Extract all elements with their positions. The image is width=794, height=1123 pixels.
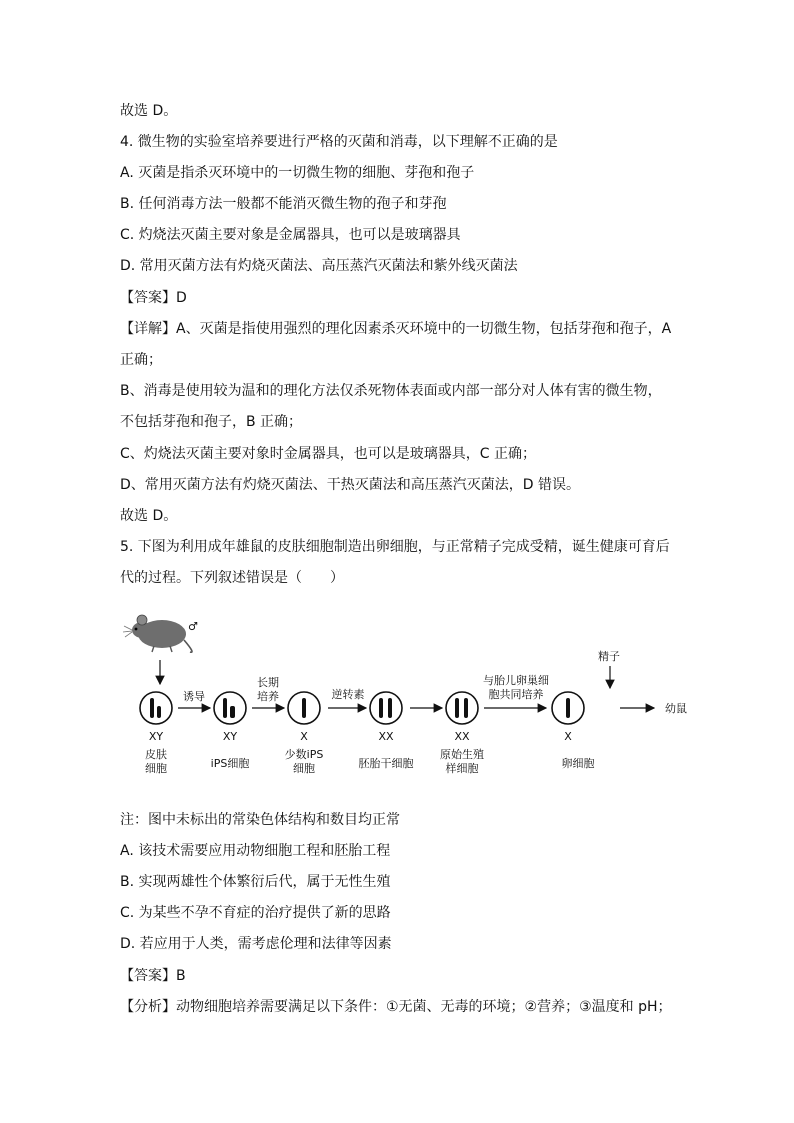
- cell-name-label: 原始生殖: [440, 748, 484, 761]
- explanation-line: 不包括芽孢和孢子，B 正确；: [120, 414, 303, 430]
- option-d: D. 常用灭菌方法有灼烧灭菌法、高压蒸汽灭菌法和紫外线灭菌法: [120, 258, 518, 274]
- cell-name-label: 样细胞: [445, 762, 479, 775]
- question-5-stem: 代的过程。下列叙述错误是（ ）: [120, 570, 344, 586]
- step-label: 诱导: [183, 690, 205, 703]
- cell-name-label: 胚胎干细胞: [358, 757, 414, 770]
- explanation-line: D、常用灭菌方法有灼烧灭菌法、干热灭菌法和高压蒸汽灭菌法，D 错误。: [120, 477, 581, 493]
- option-b: B. 任何消毒方法一般都不能消灭微生物的孢子和芽孢: [120, 196, 447, 212]
- answer-line: 【答案】D: [120, 290, 187, 306]
- note-line: 注：图中未标出的常染色体结构和数目均正常: [120, 812, 400, 828]
- option-b: B. 实现两雄性个体繁衍后代，属于无性生殖: [120, 874, 391, 890]
- step-label: 胞共同培养: [488, 688, 544, 701]
- cell-embryonic-stem: [370, 692, 402, 724]
- cell-chrom-label: XY: [222, 730, 238, 743]
- answer-line: 【答案】B: [120, 968, 186, 984]
- process-diagram: [120, 608, 687, 788]
- text-line: 故选 D。: [120, 103, 178, 119]
- option-a: A. 灭菌是指杀灭环境中的一切微生物的细胞、芽孢和孢子: [120, 165, 475, 181]
- explanation-line: C、灼烧法灭菌主要对象时金属器具，也可以是玻璃器具，C 正确；: [120, 446, 536, 462]
- text-line: 故选 D。: [120, 508, 178, 524]
- cell-egg: [552, 692, 584, 724]
- cell-chrom-label: XX: [454, 730, 470, 743]
- process-diagram-svg: [120, 608, 687, 788]
- explanation-line: 正确；: [120, 352, 162, 368]
- cell-name-label: 少数iPS: [284, 748, 324, 761]
- cell-chrom-label: XY: [148, 730, 164, 743]
- male-symbol: ♂: [188, 620, 198, 633]
- cell-name-label: 细胞: [293, 762, 315, 775]
- cell-chrom-label: X: [564, 730, 572, 743]
- cell-chrom-label: X: [300, 730, 308, 743]
- cell-name-label: iPS细胞: [210, 757, 250, 770]
- cell-name-label: 细胞: [145, 762, 167, 775]
- question-4-stem: 4. 微生物的实验室培养要进行严格的灭菌和消毒，以下理解不正确的是: [120, 134, 558, 150]
- option-d: D. 若应用于人类，需考虑伦理和法律等因素: [120, 936, 392, 952]
- step-label: 逆转素: [331, 688, 365, 701]
- cell-name-label: 皮肤: [145, 748, 167, 761]
- analysis-line: 【分析】动物细胞培养需要满足以下条件：①无菌、无毒的环境；②营养；③温度和 pH；: [120, 999, 672, 1015]
- cell-ips: [214, 692, 246, 724]
- explanation-line: 【详解】A、灭菌是指使用强烈的理化因素杀灭环境中的一切微生物，包括芽孢和孢子，A: [120, 321, 672, 337]
- sperm-label: 精子: [598, 650, 620, 663]
- option-a: A. 该技术需要应用动物细胞工程和胚胎工程: [120, 843, 391, 859]
- step-label: 长期: [257, 676, 279, 689]
- option-c: C. 为某些不孕不育症的治疗提供了新的思路: [120, 905, 391, 921]
- cell-chrom-label: XX: [378, 730, 394, 743]
- offspring-label: 幼鼠: [665, 702, 687, 715]
- explanation-line: B、消毒是使用较为温和的理化方法仅杀死物体表面或内部一部分对人体有害的微生物，: [120, 383, 662, 399]
- cell-few-ips: [288, 692, 320, 724]
- cell-name-label: 卵细胞: [561, 757, 595, 770]
- step-label: 培养: [257, 690, 279, 703]
- cell-primordial-germ-like: [446, 692, 478, 724]
- option-c: C. 灼烧法灭菌主要对象是金属器具，也可以是玻璃器具: [120, 227, 461, 243]
- step-label: 与胎儿卵巢细: [483, 674, 549, 687]
- mouse-icon: [123, 615, 192, 652]
- question-5-stem: 5. 下图为利用成年雄鼠的皮肤细胞制造出卵细胞，与正常精子完成受精，诞生健康可育后: [120, 539, 670, 555]
- cell-skin: [140, 692, 172, 724]
